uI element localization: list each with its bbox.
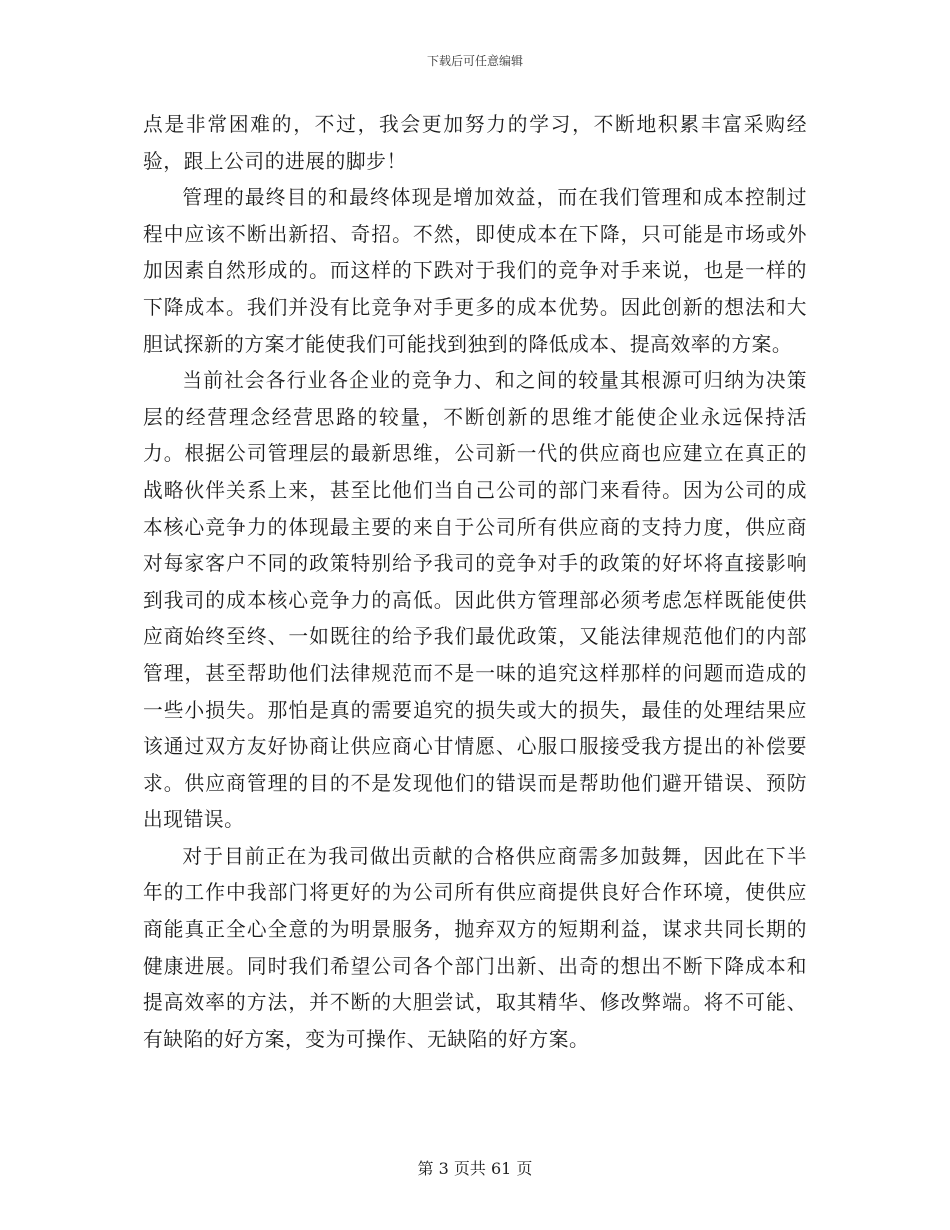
paragraph-2: 管理的最终目的和最终体现是增加效益，而在我们管理和成本控制过程中应该不断出新招、奇招。不然，即使成本在下降，只可能是市场或外加因素自然形成的。而这样的下跌对于我们的竞争对手来说，也是一样的下降成本。我们并没有比竞争对手更多的成本优势。因此创新的想法和大胆试探新的方案才能使我们可能找到独到的降低成本、提高效率的方案。 <box>143 186 807 356</box>
paragraph-1: 点是非常困难的，不过，我会更加努力的学习，不断地积累丰富采购经验，跟上公司的进展的脚步！ <box>143 113 807 173</box>
paragraph-4: 对于目前正在为我司做出贡献的合格供应商需多加鼓舞，因此在下半年的工作中我部门将更好的为公司所有供应商提供良好合作环境，使供应商能真正全心全意的为明景服务，抛弃双方的短期利益，谋求共同长期的健康进展。同时我们希望公司各个部门出新、出奇的想出不断下降成本和提高效率的方法，并不断的大胆尝试，取其精华、修改弊端。将不可能、有缺陷的好方案，变为可操作、无缺陷的好方案。 <box>143 844 807 1051</box>
page-header-note: 下载后可任意编辑 <box>426 54 523 68</box>
paragraph-3: 当前社会各行业各企业的竞争力、和之间的较量其根源可归纳为决策层的经营理念经营思路的较量，不断创新的思维才能使企业永远保持活力。根据公司管理层的最新思维，公司新一代的供应商也应建立在真正的战略伙伴关系上来，甚至比他们当自己公司的部门来看待。因为公司的成本核心竞争力的体现最主要的来自于公司所有供应商的支持力度，供应商对每家客户不同的政策特别给予我司的竞争对手的政策的好坏将直接影响到我司的成本核心竞争力的高低。因此供方管理部必须考虑怎样既能使供应商始终至终、一如既往的给予我们最优政策，又能法律规范他们的内部管理，甚至帮助他们法律规范而不是一味的追究这样那样的问题而造成的一些小损失。那怕是真的需要追究的损失或大的损失，最佳的处理结果应该通过双方友好协商让供应商心甘情愿、心服口服接受我方提出的补偿要求。供应商管理的目的不是发现他们的错误而是帮助他们避开错误、预防出现错误。 <box>143 369 807 832</box>
document-body <box>143 107 807 1058</box>
page-number: 第 3 页共 61 页 <box>417 1159 533 1178</box>
